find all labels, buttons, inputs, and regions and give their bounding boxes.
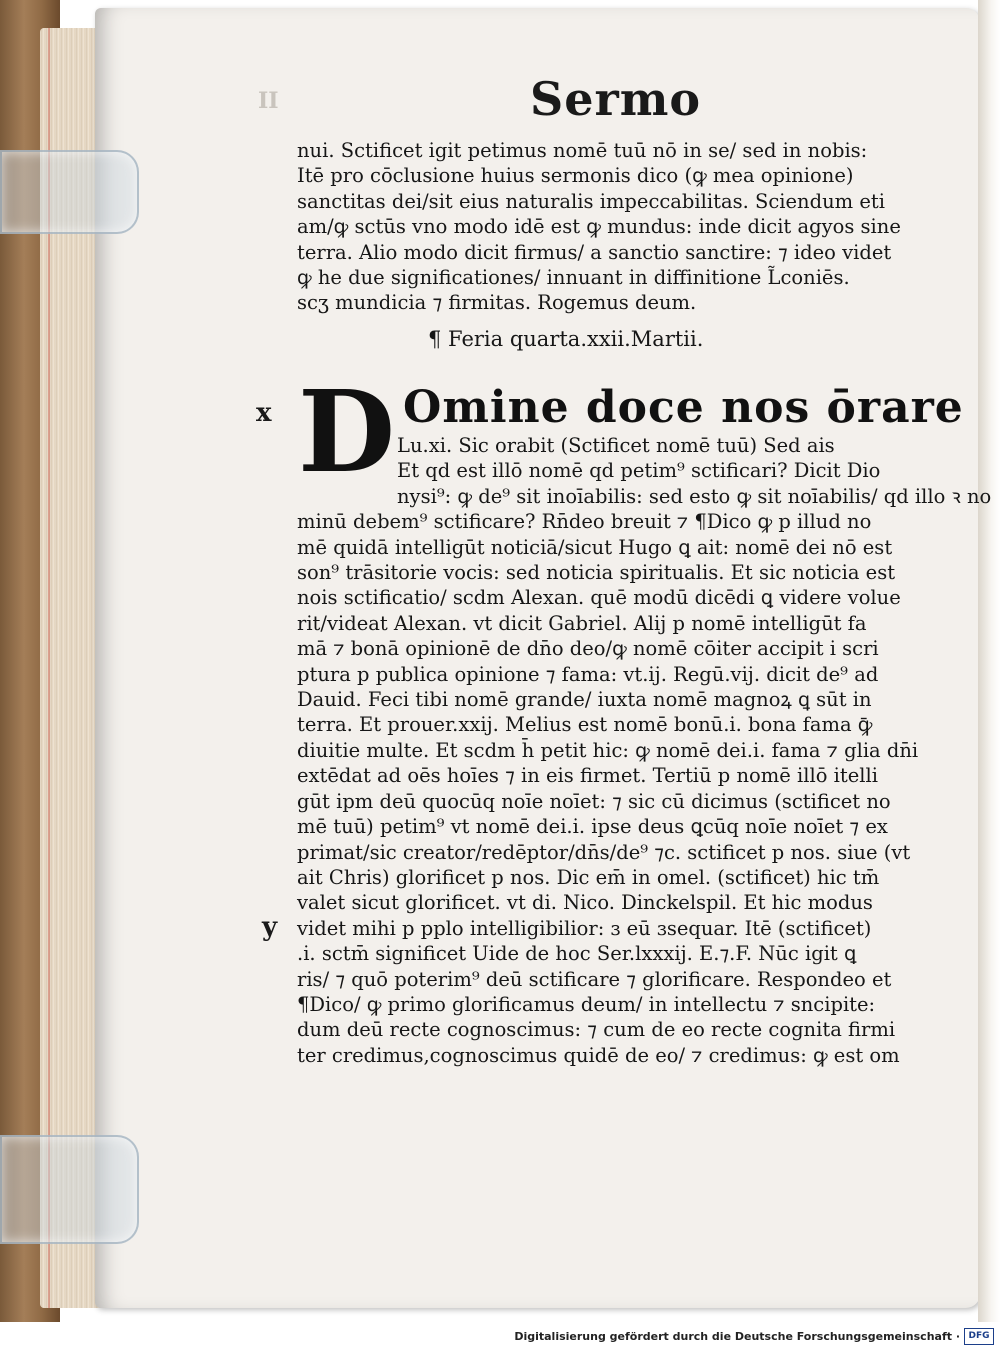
text-line: primat/sic creator/redēptor/dn̄s/de⁹ ⁊c. sctificet p nos. siue (vt [297, 840, 911, 864]
right-page-edge [978, 0, 1000, 1322]
text-line: nui. Sctificet igit petimus nomē tuū nō in se/ sed in nobis: [297, 139, 868, 162]
footer-credit: Digitalisierung gefördert durch die Deutsche Forschungsgemeinschaft · [514, 1330, 960, 1343]
plastic-clip-bottom [0, 1135, 139, 1244]
text-line: valet sicut glorificet. vt di. Nico. Dinckelspil. Et hic modus [297, 891, 873, 915]
bleed-through-mark: II [258, 88, 279, 114]
text-line: terra. Et prouer.xxij. Melius est nomē bonū.i. bona fama ꝙ̄ [297, 713, 873, 737]
page-header: Sermo [530, 72, 702, 126]
text-line: terra. Alio modo dicit firmus/ a sanctio sanctire: ⁊ ideo videt [297, 240, 892, 264]
text-line: mē quidā intelligūt noticiā/sicut Hugo ꝗ ait: nomē dei nō est [297, 535, 893, 559]
incipit-line: Omine doce nos ōrare [403, 382, 964, 433]
text-line: ris/ ⁊ quō poterim⁹ deū sctificare ⁊ glorificare. Respondeo et [297, 967, 892, 991]
text-line: Lu.xi. Sic orabit (Sctificet nomē tuū) Sed ais [397, 434, 835, 457]
text-line: rit/videat Alexan. vt dicit Gabriel. Alij p nomē intelligūt fa [297, 611, 867, 635]
text-block-top [297, 138, 912, 316]
text-line: nois sctificatio/ scdm Alexan. quē modū dicēdi ꝗ videre volue [297, 586, 901, 610]
text-line: mā ⁊ bonā opinionē de dn̄o deo/ꝙ nomē cōiter accipit i scri [297, 637, 879, 661]
plastic-clip-top [0, 150, 139, 234]
text-line: extēdat ad oēs hoīes ⁊ in eis firmet. Tertiū p nomē illō itelli [297, 764, 878, 788]
text-line: mē tuū) petim⁹ vt nomē dei.i. ipse deus ꝗcūq noīe noīet ⁊ ex [297, 815, 888, 839]
text-line: ptura p publica opinione ⁊ fama: vt.ij. Regū.vij. dicit de⁹ ad [297, 662, 879, 686]
text-line: minū debem⁹ sctificare? Rn̄deo breuit ⁊ ¶Dico ꝙ p illud no [297, 510, 872, 534]
text-line: nysi⁹: ꝙ de⁹ sit inoīabilis: sed esto ꝙ sit noīabilis/ qd illo ꝛ no [397, 484, 992, 508]
text-line: am/ꝙ sctūs vno modo idē est ꝙ mundus: inde dicit agyos sine [297, 215, 901, 239]
text-line: ꝙ he due significationes/ innuant in diffinitione L̃coniēs. [297, 266, 850, 290]
footer-bar [0, 1322, 1000, 1349]
text-block-main [297, 433, 992, 1068]
text-line: dum deū recte cognoscimus: ⁊ cum de eo recte cognita firmi [297, 1018, 896, 1042]
text-line: ¶Dico/ ꝙ primo glorificamus deum/ in intellectu ⁊ sncipite: [297, 992, 876, 1016]
margin-letter-y: y [262, 912, 278, 942]
text-line: sanctitas dei/sit eius naturalis impeccabilitas. Sciendum eti [297, 189, 885, 213]
dfg-logo-icon: DFG [964, 1328, 994, 1345]
text-line: diuitie multe. Et scdm h̄ petit hic: ꝙ nomē dei.i. fama ⁊ glia dn̄i [297, 738, 919, 762]
margin-letter-x: x [256, 398, 272, 428]
section-heading: ¶ Feria quarta.xxii.Martii. [428, 327, 704, 351]
text-line: ait Chris) glorificet p nos. Dic em̄ in omel. (sctificet) hic tm̄ [297, 865, 880, 889]
text-line: Itē pro cōclusione huius sermonis dico (ꝙ mea opinione) [297, 164, 854, 188]
text-line: .i. sctm̄ significet Uide de hoc Ser.lxxxij. E.⁊.F. Nūc igit ꝗ [297, 942, 857, 966]
text-line: gūt ipm deū quocūq noīe noīet: ⁊ sic cū dicimus (sctificet no [297, 789, 891, 813]
text-line: videt mihi p pplo intelligibilior: ɜ eū ɜsequar. Itē (sctificet) [297, 916, 872, 940]
drop-initial: D [298, 367, 396, 498]
text-line: son⁹ trāsitorie vocis: sed noticia spiritualis. Et sic noticia est [297, 561, 896, 585]
text-line: Et qd est illō nomē qd petim⁹ sctificari? Dicit Dio [397, 459, 881, 483]
text-line: ter credimus,cognoscimus quidē de eo/ ⁊ credimus: ꝙ est om [297, 1043, 900, 1067]
text-line: Dauid. Feci tibi nomē grande/ iuxta nomē magnoꝝ ꝗ sūt in [297, 688, 872, 712]
text-line: scʒ mundicia ⁊ firmitas. Rogemus deum. [297, 291, 697, 315]
